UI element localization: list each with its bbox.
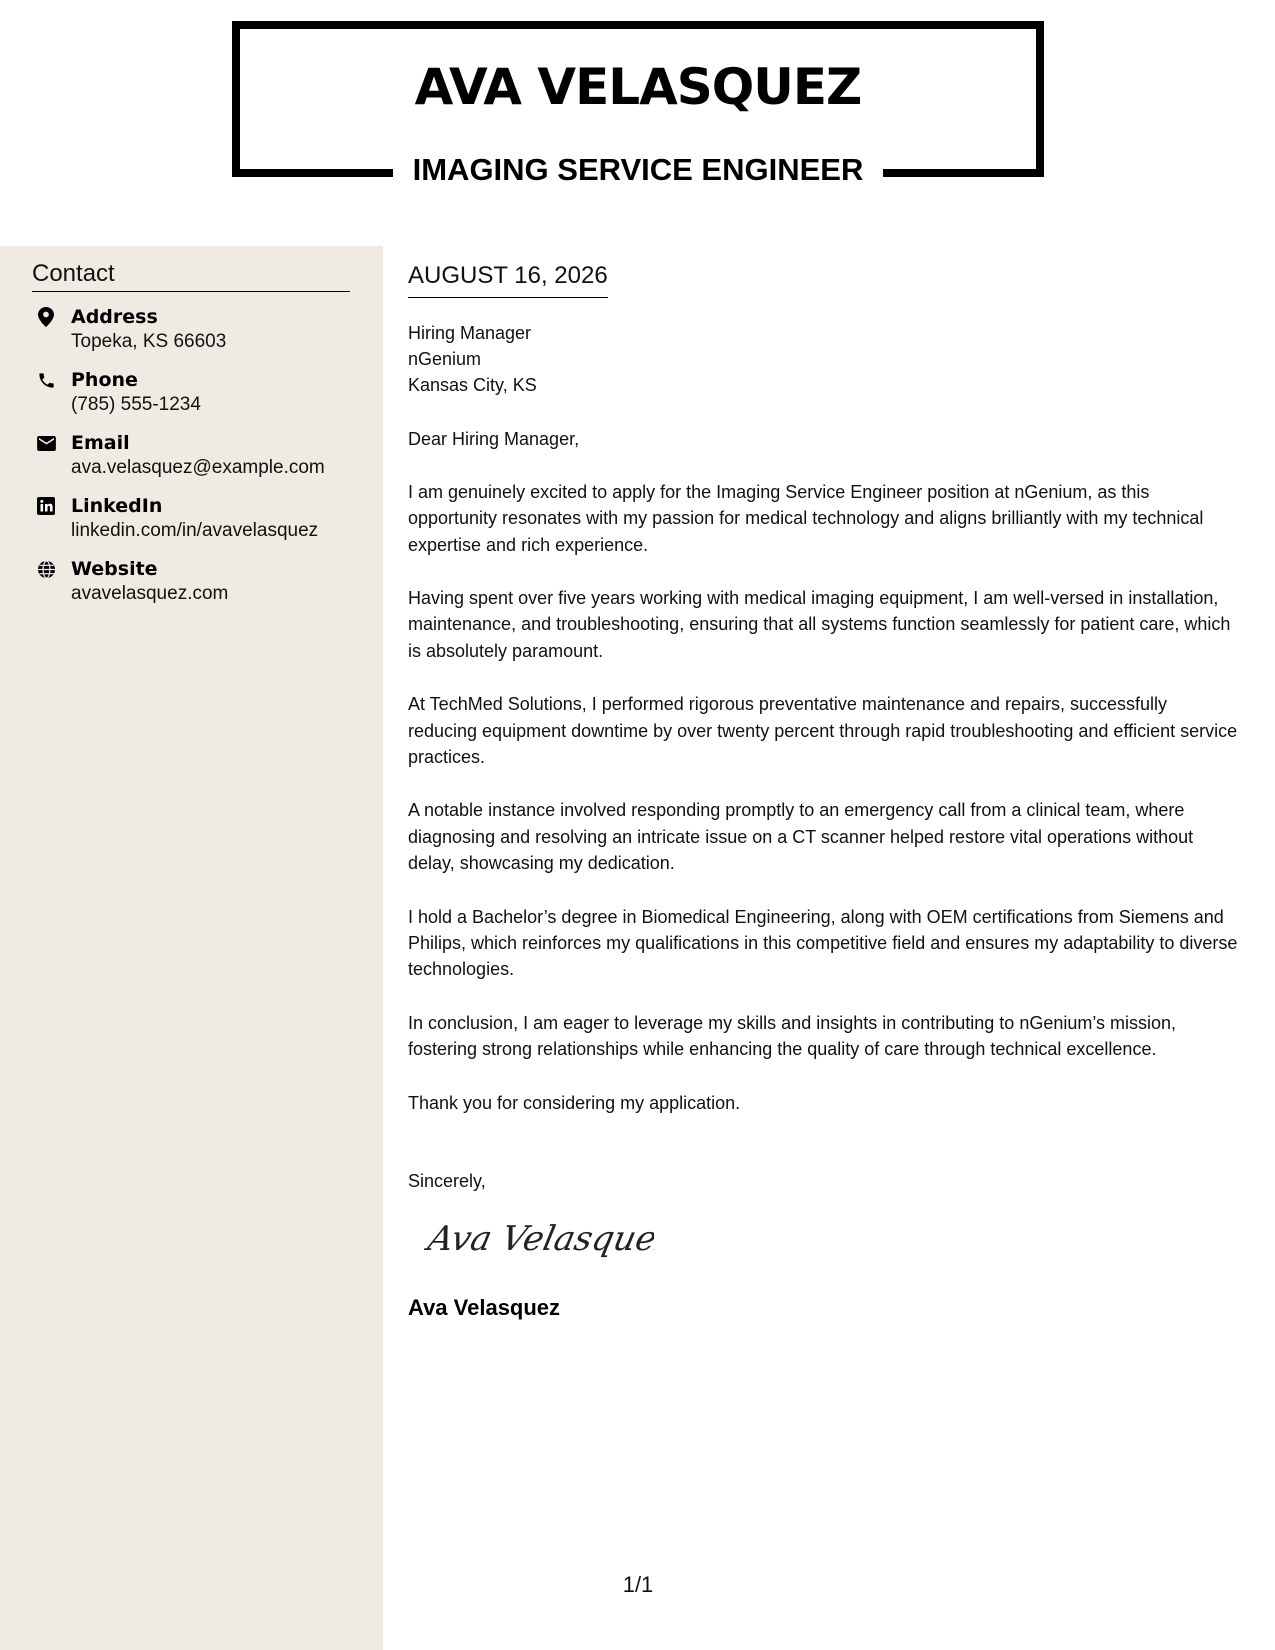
handwritten-signature [424, 1214, 1238, 1271]
letter-body [408, 262, 1238, 1322]
contact-value: (785) 555-1234 [71, 394, 201, 415]
contact-label: Email [71, 432, 130, 454]
job-title: IMAGING SERVICE ENGINEER [412, 152, 864, 187]
envelope-icon [36, 433, 56, 453]
page-number: 1/1 [622, 1572, 654, 1597]
recipient-location: Kansas City, KS [408, 374, 537, 395]
linkedin-icon [36, 496, 56, 516]
signer-name: Ava Velasquez [408, 1295, 561, 1321]
recipient-company: nGenium [408, 348, 482, 369]
closing: Sincerely, [408, 1171, 486, 1192]
recipient-block [408, 320, 1238, 398]
salutation: Dear Hiring Manager, [408, 428, 580, 449]
contact-value: ava.velasquez@example.com [71, 457, 325, 478]
recipient-title: Hiring Manager [408, 322, 532, 343]
contact-label: Phone [71, 369, 138, 391]
contact-label: LinkedIn [71, 495, 163, 517]
paragraph: A notable instance involved responding promptly to an emergency call from a clinical team, where diagnosing and resolving an intricate issue on a CT scanner helped restore vital operations without delay, showcasing my dedication. [408, 800, 1194, 874]
location-pin-icon [36, 307, 56, 327]
paragraph: I hold a Bachelor’s degree in Biomedical Engineering, along with OEM certifications from Siemens and Philips, which reinforces my qualifications in this competitive field and ensures my adaptability to diverse technologies. [408, 906, 1238, 980]
letter-date: AUGUST 16, 2026 [408, 262, 608, 298]
paragraph: In conclusion, I am eager to leverage my skills and insights in contributing to nGenium’s mission, fostering strong relationships while enhancing the quality of care through technical excellence. [408, 1012, 1177, 1060]
contact-value: Topeka, KS 66603 [71, 331, 227, 352]
applicant-name: AVA VELASQUEZ [414, 58, 862, 116]
paragraph: Having spent over five years working with medical imaging equipment, I am well-versed in installation, maintenance, and troubleshooting, ensuring that all systems function seamlessly for patient care, which is absolutely paramount. [408, 588, 1231, 661]
contact-value: avavelasquez.com [71, 583, 229, 604]
phone-icon [36, 370, 56, 390]
contact-label: Website [71, 558, 158, 580]
contact-value: linkedin.com/in/avavelasquez [71, 520, 319, 541]
paragraph: I am genuinely excited to apply for the Imaging Service Engineer position at nGenium, as this opportunity resonates with my passion for medical technology and aligns brilliantly with my technical expertise and rich experience. [408, 481, 1204, 555]
contact-label: Address [71, 306, 158, 328]
paragraph: At TechMed Solutions, I performed rigorous preventative maintenance and repairs, successfully reducing equipment downtime by over twenty percent through rapid troubleshooting and efficient service practices. [408, 694, 1238, 768]
signature-text: Ava Velasquez [424, 1219, 654, 1260]
paragraph: Thank you for considering my application. [408, 1092, 741, 1113]
contact-heading: Contact [32, 260, 350, 292]
globe-icon [36, 559, 56, 579]
